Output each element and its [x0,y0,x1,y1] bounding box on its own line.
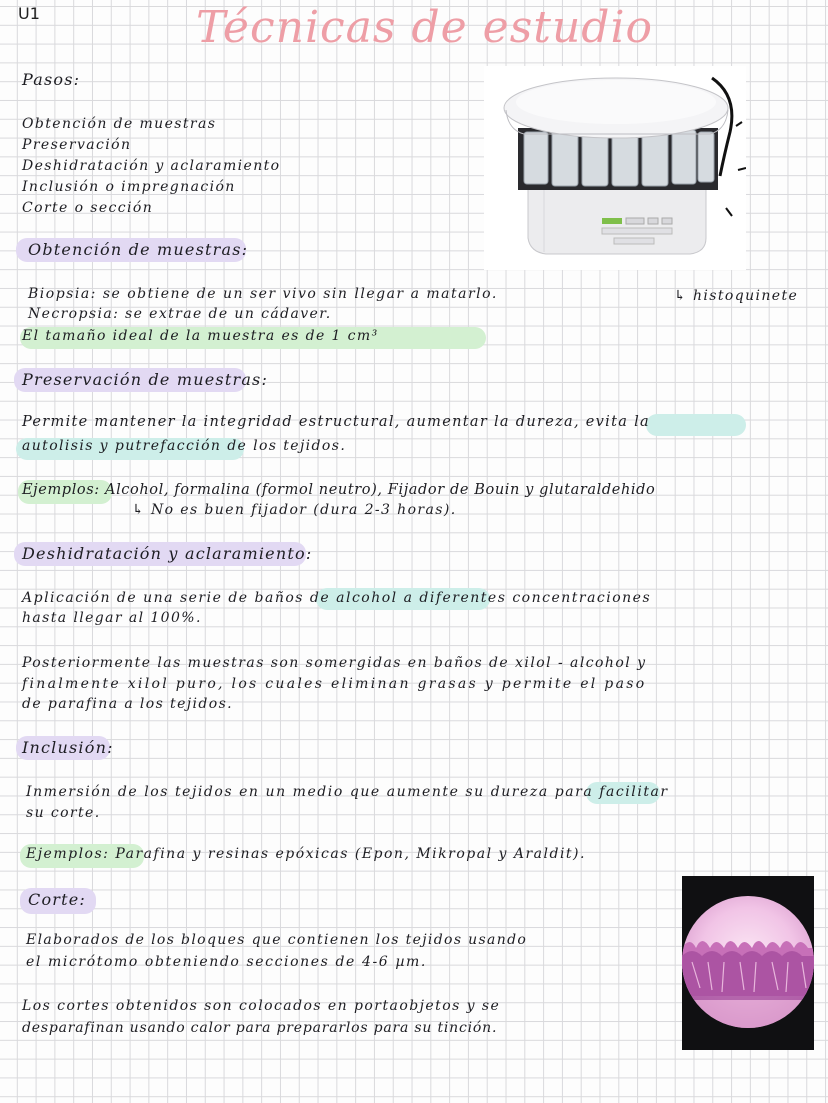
corte-p1-line2: el micrótomo obteniendo secciones de 4-6 µm. [26,954,427,970]
preservacion-line1: Permite mantener la integridad estructural, aumentar la dureza, evita la [22,414,650,430]
text-highlight [646,414,746,436]
microscope-photo [682,876,814,1050]
deshidratacion-p2-line1: Posteriormente las muestras son somergidas en baños de xilol - alcohol y [22,655,647,671]
list-item: Inclusión o impregnación [22,179,236,195]
preservacion-heading: Preservación de muestras: [22,370,269,389]
corte-p2-line1: Los cortes obtenidos son colocados en portaobjetos y se [22,998,501,1014]
histoquinete-illustration [484,66,746,270]
biopsia-line: Biopsia: se obtiene de un ser vivo sin llegar a matarlo. [28,286,498,302]
list-item: Preservación [22,137,132,153]
pasos-list [22,116,281,221]
inclusion-ejemplos: Ejemplos: Parafina y resinas epóxicas (Epon, Mikropal y Araldit). [26,846,586,862]
unit-label: U1 [18,4,40,23]
obtencion-heading: Obtención de muestras: [28,240,249,259]
preservacion-nota: ↳ No es buen fijador (dura 2-3 horas). [132,502,457,518]
corte-p2-line2: desparafinan usando calor para prepararlos para su tinción. [22,1020,498,1036]
corte-p1-line1: Elaborados de los bloques que contienen los tejidos usando [26,932,528,948]
preservacion-ejemplos: Ejemplos: Alcohol, formalina (formol neutro), Fijador de Bouin y glutaraldehido [22,482,656,498]
list-item: Obtención de muestras [22,116,217,132]
histoquinete-label: ↳ histoquinete [674,288,799,304]
page-title: Técnicas de estudio [196,2,654,53]
necropsia-line: Necropsia: se extrae de un cádaver. [28,306,332,322]
list-item: Deshidratación y aclaramiento [22,158,281,174]
inclusion-heading: Inclusión: [22,738,114,757]
deshidratacion-p2-line3: de parafina a los tejidos. [22,696,234,712]
preservacion-line2: autolisis y putrefacción de los tejidos. [22,438,347,454]
inclusion-line2: su corte. [26,805,101,821]
tamano-line: El tamaño ideal de la muestra es de 1 cm³ [22,328,379,344]
list-item: Corte o sección [22,200,154,216]
deshidratacion-heading: Deshidratación y aclaramiento: [22,544,313,563]
deshidratacion-p1-line1: Aplicación de una serie de baños de alcohol a diferentes concentraciones [22,590,652,606]
inclusion-line1: Inmersión de los tejidos en un medio que aumente su dureza para facilitar [26,784,669,800]
corte-heading: Corte: [28,890,87,909]
deshidratacion-p2-line2: finalmente xilol puro, los cuales eliminan grasas y permite el paso [22,676,647,692]
micrograph-illustration [682,876,814,1050]
histoquinete-photo [484,66,746,270]
pasos-heading: Pasos: [22,70,81,89]
deshidratacion-p1-line2: hasta llegar al 100%. [22,610,202,626]
